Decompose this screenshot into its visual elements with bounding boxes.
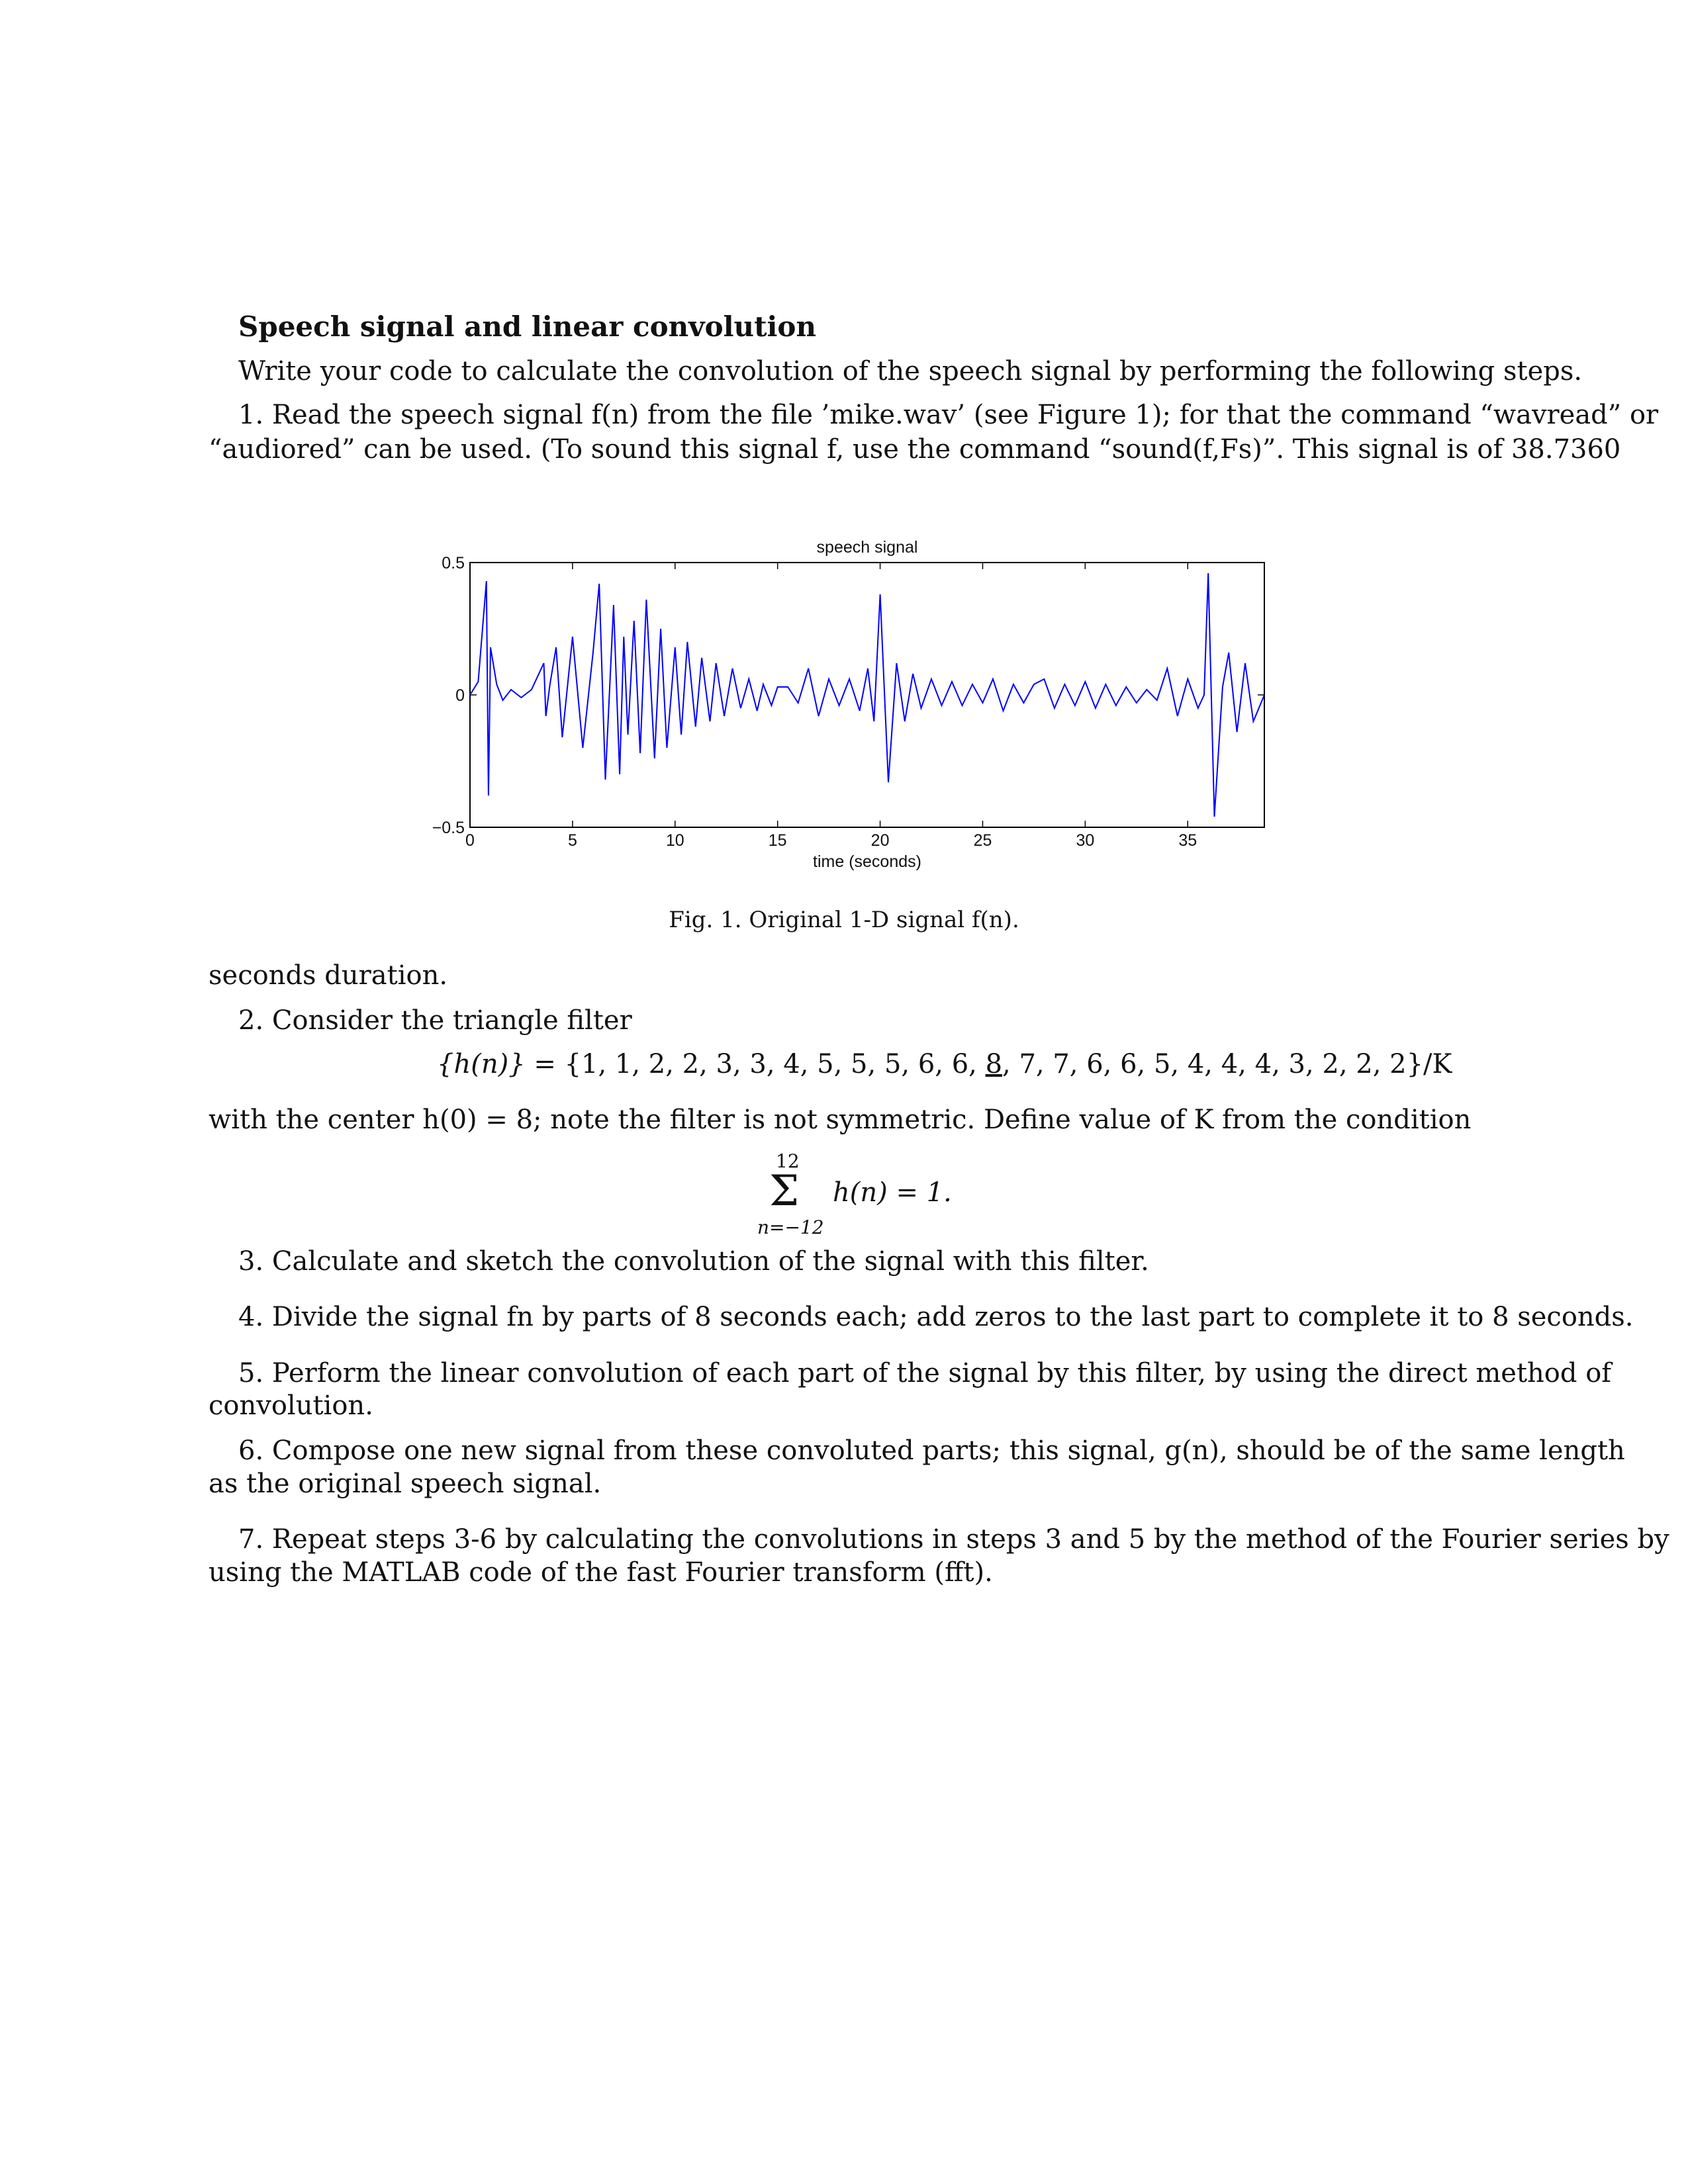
x-axis-label: time (seconds) — [813, 852, 921, 871]
x-tick-label: 10 — [665, 831, 684, 850]
figure-1 — [410, 529, 1291, 887]
step4: 4. Divide the signal fn by parts of 8 seconds each; add zeros to the last part to complete it to 8 seconds. — [238, 1302, 1634, 1332]
step2-intro: 2. Consider the triangle filter — [238, 1005, 632, 1036]
x-tick-label: 25 — [973, 831, 992, 850]
filter-equation — [437, 1048, 1452, 1080]
section-heading: Speech signal and linear convolution — [238, 310, 816, 343]
equation-values-before: {1, 1, 2, 2, 3, 3, 4, 5, 5, 5, 6, 6, — [564, 1049, 986, 1079]
step5-line2: convolution. — [209, 1390, 373, 1421]
equation-lhs: {h(n)} = — [437, 1049, 565, 1079]
sum-body: h(n) = 1. — [833, 1177, 952, 1208]
intro-paragraph: Write your code to calculate the convolution of the speech signal by performing the following steps. — [238, 356, 1583, 387]
step1-line1: 1. Read the speech signal f(n) from the file ’mike.wav’ (see Figure 1); for that the command “wavread” or — [238, 400, 1659, 430]
axis-ticks — [432, 554, 1264, 850]
signal-layer — [470, 573, 1264, 817]
step2-note: with the center h(0) = 8; note the filter is not symmetric. Define value of K from the condition — [209, 1105, 1472, 1135]
speech-signal-chart — [410, 529, 1291, 887]
signal-line — [470, 573, 1264, 817]
step7-line2: using the MATLAB code of the fast Fourier transform (fft). — [209, 1557, 993, 1588]
equation-values-after: , 7, 7, 6, 6, 5, 4, 4, 4, 3, 2, 2, 2}/K — [1002, 1049, 1452, 1079]
y-tick-label: 0.5 — [442, 554, 465, 572]
step3: 3. Calculate and sketch the convolution of the signal with this filter. — [238, 1246, 1149, 1277]
sum-lower-limit: n=−12 — [757, 1216, 824, 1238]
chart-title: speech signal — [816, 538, 918, 557]
x-tick-label: 0 — [465, 831, 475, 850]
figure-caption: Fig. 1. Original 1-D signal f(n). — [669, 907, 1019, 933]
y-tick-label: 0 — [455, 686, 465, 705]
equation-center-value: 8 — [985, 1049, 1003, 1079]
sum-upper-limit: 12 — [776, 1150, 800, 1172]
x-tick-label: 35 — [1178, 831, 1197, 850]
x-tick-label: 20 — [870, 831, 890, 850]
step1-line3: seconds duration. — [209, 960, 448, 991]
step5-line1: 5. Perform the linear convolution of each part of the signal by this filter, by using the direct method of — [238, 1358, 1612, 1388]
x-tick-label: 5 — [567, 831, 577, 850]
y-tick-label: −0.5 — [432, 819, 465, 837]
step7-line1: 7. Repeat steps 3-6 by calculating the convolutions in steps 3 and 5 by the method of the Fourier series by — [238, 1524, 1669, 1555]
step6-line1: 6. Compose one new signal from these convoluted parts; this signal, g(n), should be of the same length — [238, 1435, 1625, 1466]
x-tick-label: 30 — [1076, 831, 1095, 850]
step1-line2: “audiored” can be used. (To sound this signal f, use the command “sound(f,Fs)”. This signal is of 38.7360 — [209, 434, 1621, 465]
sum-symbol: Σ — [769, 1167, 800, 1216]
x-tick-label: 15 — [768, 831, 787, 850]
step6-line2: as the original speech signal. — [209, 1469, 602, 1499]
